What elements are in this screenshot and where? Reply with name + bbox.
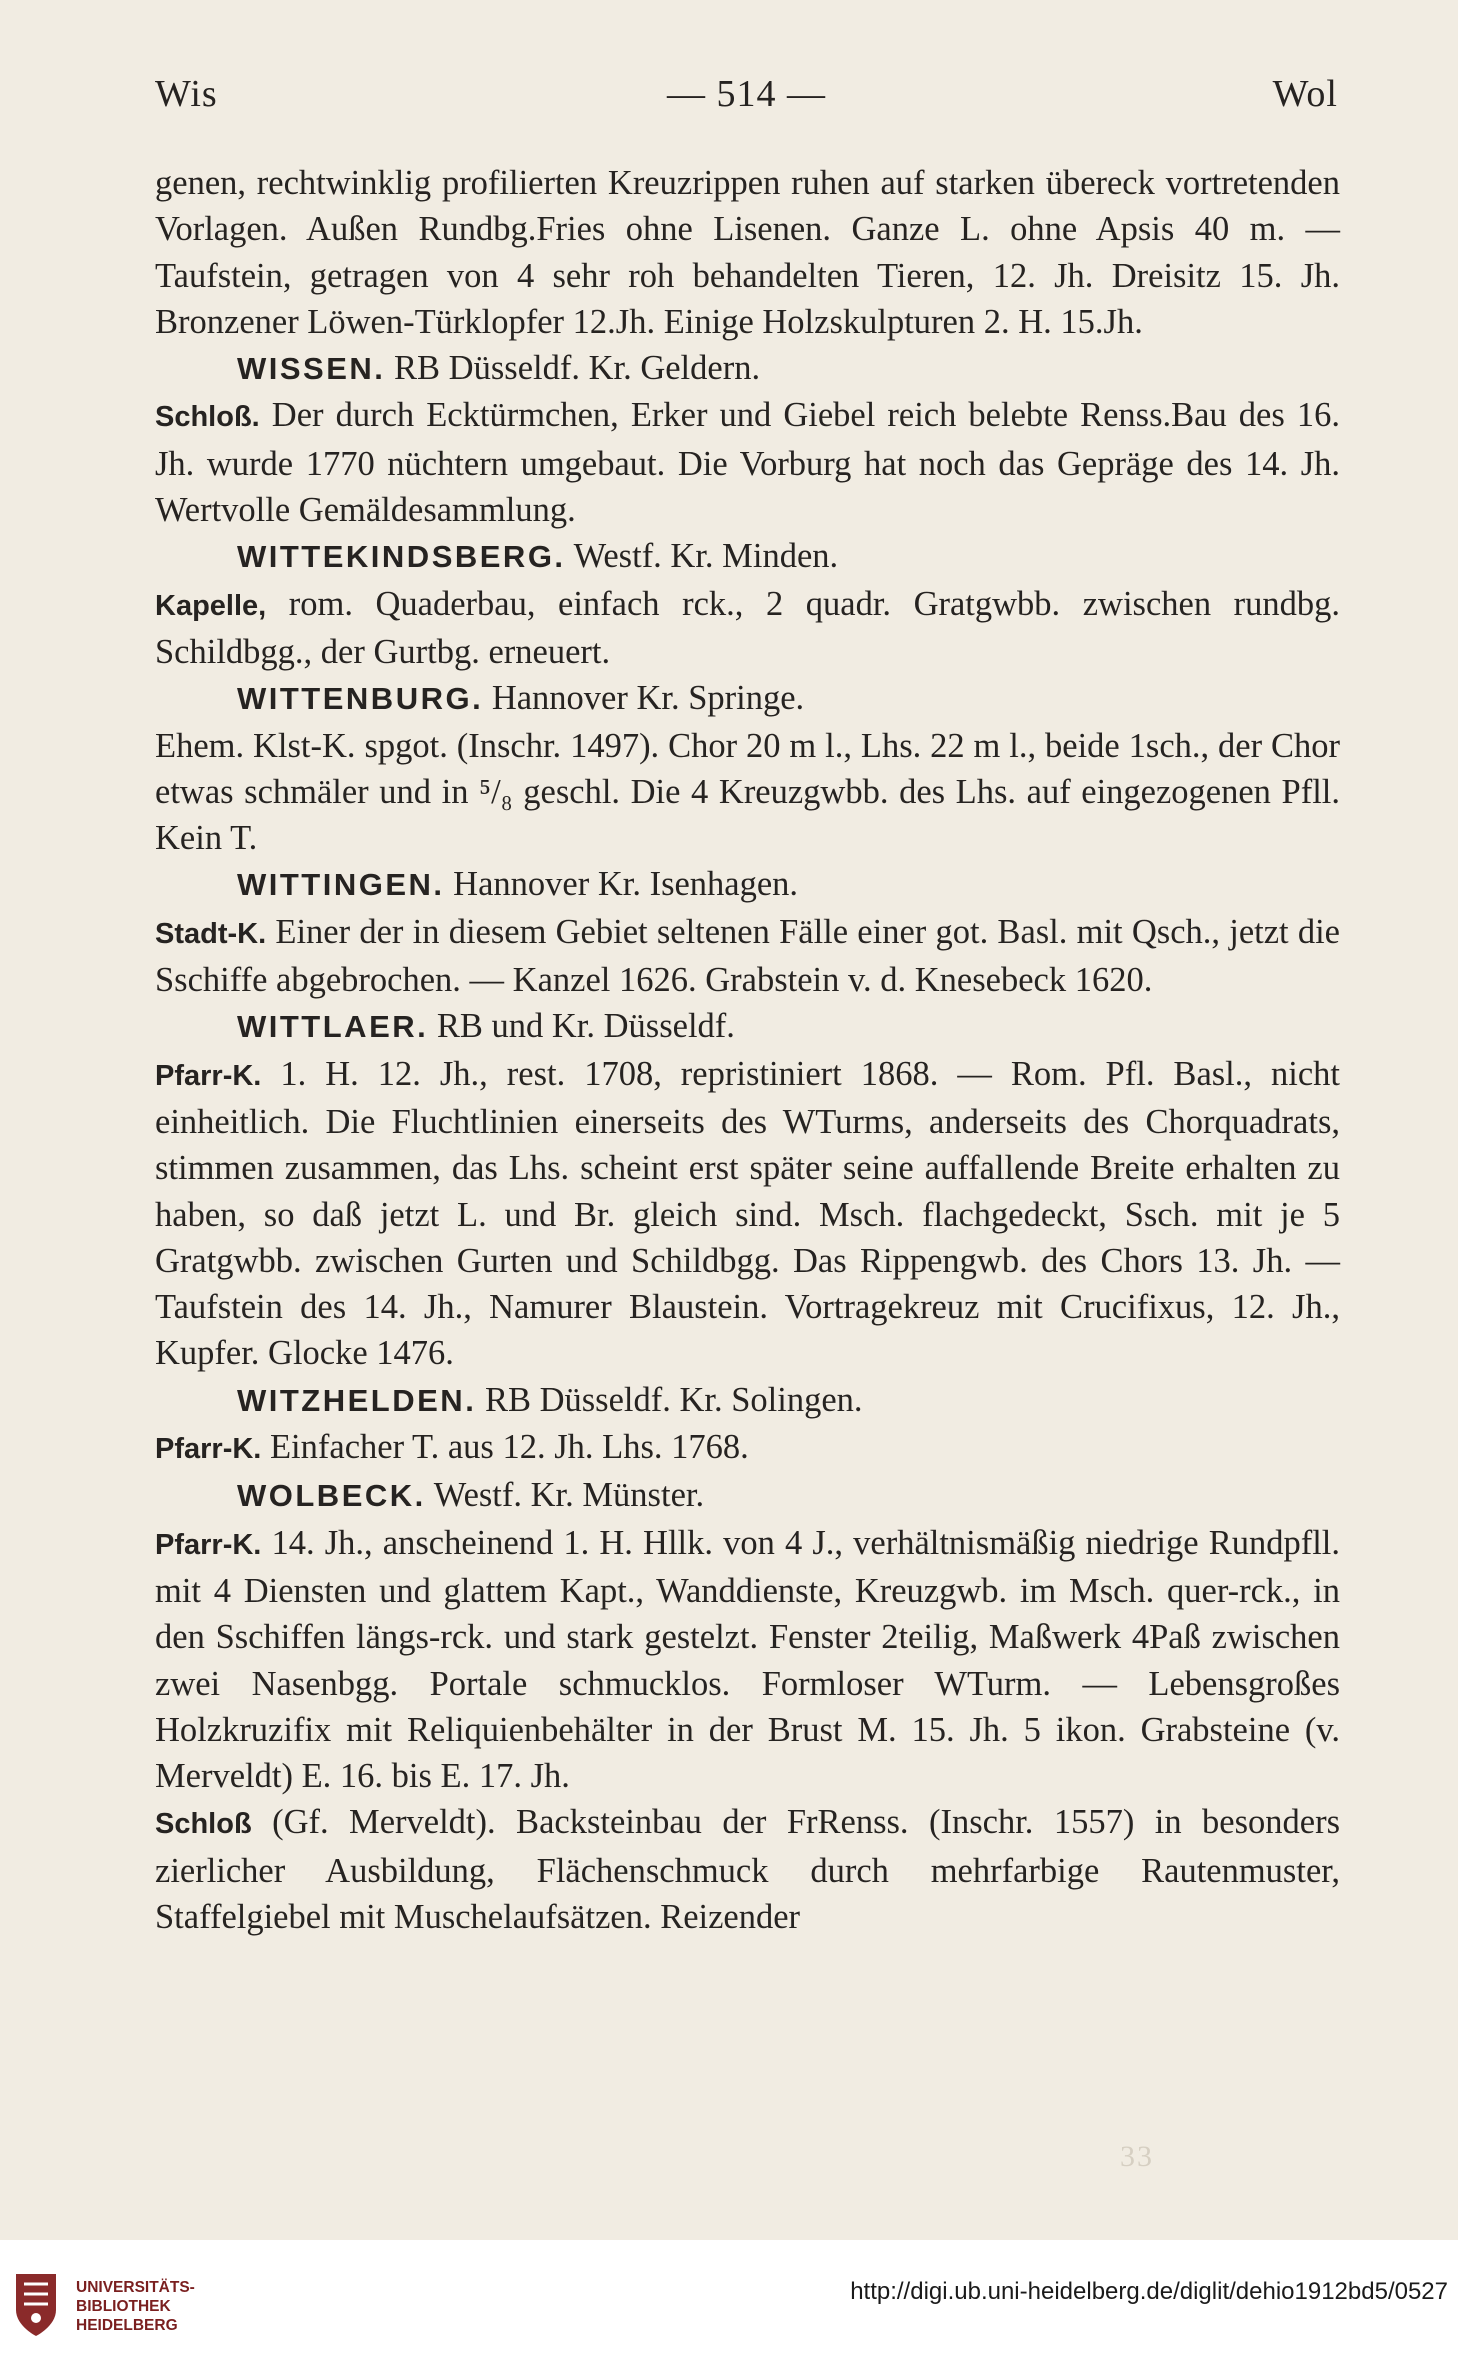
- entry-text: genen, rechtwinklig profilierten Kreuzrippen ruhen auf starken übereck vortretenden Vorlagen. Außen Rundbg.Fries ohne Lisenen. Ganze L. ohne Apsis 40 m. — Taufstein, getragen von 4 sehr roh behandelten Tieren, 12. Jh. Dreisitz 15. Jh. Bronzener Löwen-Türklopfer 12.Jh. Einige Holzskulpturen 2. H. 15.Jh.: [155, 164, 1340, 341]
- entry-paragraph: [155, 581, 1340, 676]
- entry-text: rom. Quaderbau, einfach rck., 2 quadr. Gratgwbb. zwischen rundbg. Schildbgg., der Gurtbg. erneuert.: [155, 584, 1340, 671]
- entry-paragraph: [155, 909, 1340, 1004]
- entry-text: Der durch Ecktürmchen, Erker und Giebel reich belebte Renss.Bau des 16. Jh. wurde 1770 nüchtern umgebaut. Die Vorburg hat noch das Gepräge des 14. Jh. Wertvolle Gemäldesammlung.: [155, 396, 1340, 530]
- entry-lead: Pfarr-K.: [155, 1059, 262, 1092]
- place-name: WITTEKINDSBERG.: [237, 539, 566, 575]
- entry-text: (Gf. Merveldt). Backsteinbau der FrRenss. (Inschr. 1557) in besonders zierlicher Ausbildung, Flächenschmuck durch mehrfarbige Rautenmuster, Staffelgiebel mit Muschelaufsätzen. Reizender: [155, 1803, 1340, 1936]
- entry-paragraph: [155, 160, 1340, 345]
- entry-lead: Schloß.: [155, 401, 260, 434]
- place-heading: [155, 1377, 1340, 1424]
- entry-lead: Schloß: [155, 1808, 252, 1841]
- place-name: WITZHELDEN.: [237, 1382, 477, 1418]
- entry-paragraph: [155, 1799, 1340, 1940]
- running-head-left: Wis: [155, 73, 218, 115]
- place-region: RB Düsseldf. Kr. Solingen.: [476, 1380, 863, 1419]
- library-name-line: UNIVERSITÄTS-: [76, 2279, 195, 2296]
- place-heading: [155, 1003, 1340, 1050]
- place-region: RB und Kr. Düsseldf.: [428, 1007, 735, 1046]
- entry-text: 14. Jh., anscheinend 1. H. Hllk. von 4 J., verhältnismäßig niedrige Rundpfll. mit 4 Diensten und glattem Kapt., Wanddienste, Kreuzgwb. im Msch. quer-rck., in den Sschiffen längs-rck. und stark gestelzt. Fenster 2teilig, Maßwerk 4Paß zwischen zwei Nasenbgg. Portale schmucklos. Formloser WTurm. — Lebensgroßes Holzkruzifix mit Reliquienbehälter in der Brust M. 15. Jh. 5 ikon. Grabsteine (v. Merveldt) E. 16. bis E. 17. Jh.: [155, 1523, 1340, 1796]
- page-number: — 514 —: [667, 73, 826, 115]
- entry-paragraph: [155, 723, 1340, 862]
- entry-lead: Stadt-K.: [155, 917, 267, 950]
- body-text: [155, 160, 1340, 1940]
- entry-text: Einfacher T. aus 12. Jh. Lhs. 1768.: [261, 1428, 749, 1467]
- source-url-link[interactable]: http://digi.ub.uni-heidelberg.de/diglit/dehio1912bd5/0527: [850, 2278, 1448, 2305]
- place-name: WITTINGEN.: [237, 867, 445, 903]
- place-region: Westf. Kr. Minden.: [565, 537, 839, 576]
- library-name-line: HEIDELBERG: [76, 2317, 178, 2334]
- place-heading: [155, 345, 1340, 392]
- entry-paragraph: [155, 1051, 1340, 1377]
- viewer-footer: [0, 2240, 1458, 2374]
- running-head-right: Wol: [1272, 73, 1338, 115]
- entry-paragraph: [155, 392, 1340, 533]
- library-name-line: BIBLIOTHEK: [76, 2298, 171, 2315]
- place-region: Hannover Kr. Isenhagen.: [444, 865, 799, 904]
- place-heading: [155, 675, 1340, 722]
- place-name: WOLBECK.: [237, 1478, 426, 1514]
- place-name: WISSEN.: [237, 351, 386, 387]
- place-region: Hannover Kr. Springe.: [483, 679, 805, 718]
- entry-lead: Pfarr-K.: [155, 1433, 262, 1466]
- entry-text: Einer der in diesem Gebiet seltenen Fälle einer got. Basl. mit Qsch., jetzt die Sschiffe abgebrochen. — Kanzel 1626. Grabstein v. d. Knesebeck 1620.: [155, 912, 1340, 1000]
- entry-text: 1. H. 12. Jh., rest. 1708, repristiniert 1868. — Rom. Pfl. Basl., nicht einheitlich. Die Fluchtlinien einerseits des WTurms, anderseits des Chorquadrats, stimmen zusammen, das Lhs. scheint erst später seine auffallende Breite erhalten zu haben, so daß jetzt L. und Br. gleich sind. Msch. flachgedeckt, Ssch. mit je 5 Gratgwbb. zwischen Gurten und Schildbgg. Das Rippengwb. des Chors 13. Jh. — Taufstein des 14. Jh., Namurer Blaustein. Vortragekreuz mit Crucifixus, 12. Jh., Kupfer. Glocke 1476.: [155, 1054, 1340, 1373]
- place-heading: [155, 533, 1340, 580]
- place-name: WITTENBURG.: [237, 681, 484, 717]
- printer-signature: 33: [1120, 2140, 1154, 2173]
- entry-paragraph: [155, 1520, 1340, 1800]
- entry-lead: Pfarr-K.: [155, 1528, 262, 1561]
- place-name: WITTLAER.: [237, 1009, 429, 1045]
- place-heading: [155, 861, 1340, 908]
- place-region: RB Düsseldf. Kr. Geldern.: [385, 349, 761, 388]
- place-heading: [155, 1472, 1340, 1519]
- library-logo-icon: [10, 2270, 62, 2340]
- library-name: [76, 2278, 195, 2335]
- entry-text: Ehem. Klst-K. spgot. (Inschr. 1497). Chor 20 m l., Lhs. 22 m l., beide 1sch., der Chor etwas schmäler und in ⁵/₈ geschl. Die 4 Kreuzgwbb. des Lhs. auf eingezogenen Pfll. Kein T.: [155, 726, 1340, 858]
- entry-paragraph: [155, 1424, 1340, 1472]
- entry-lead: Kapelle,: [155, 589, 267, 622]
- place-region: Westf. Kr. Münster.: [425, 1476, 705, 1515]
